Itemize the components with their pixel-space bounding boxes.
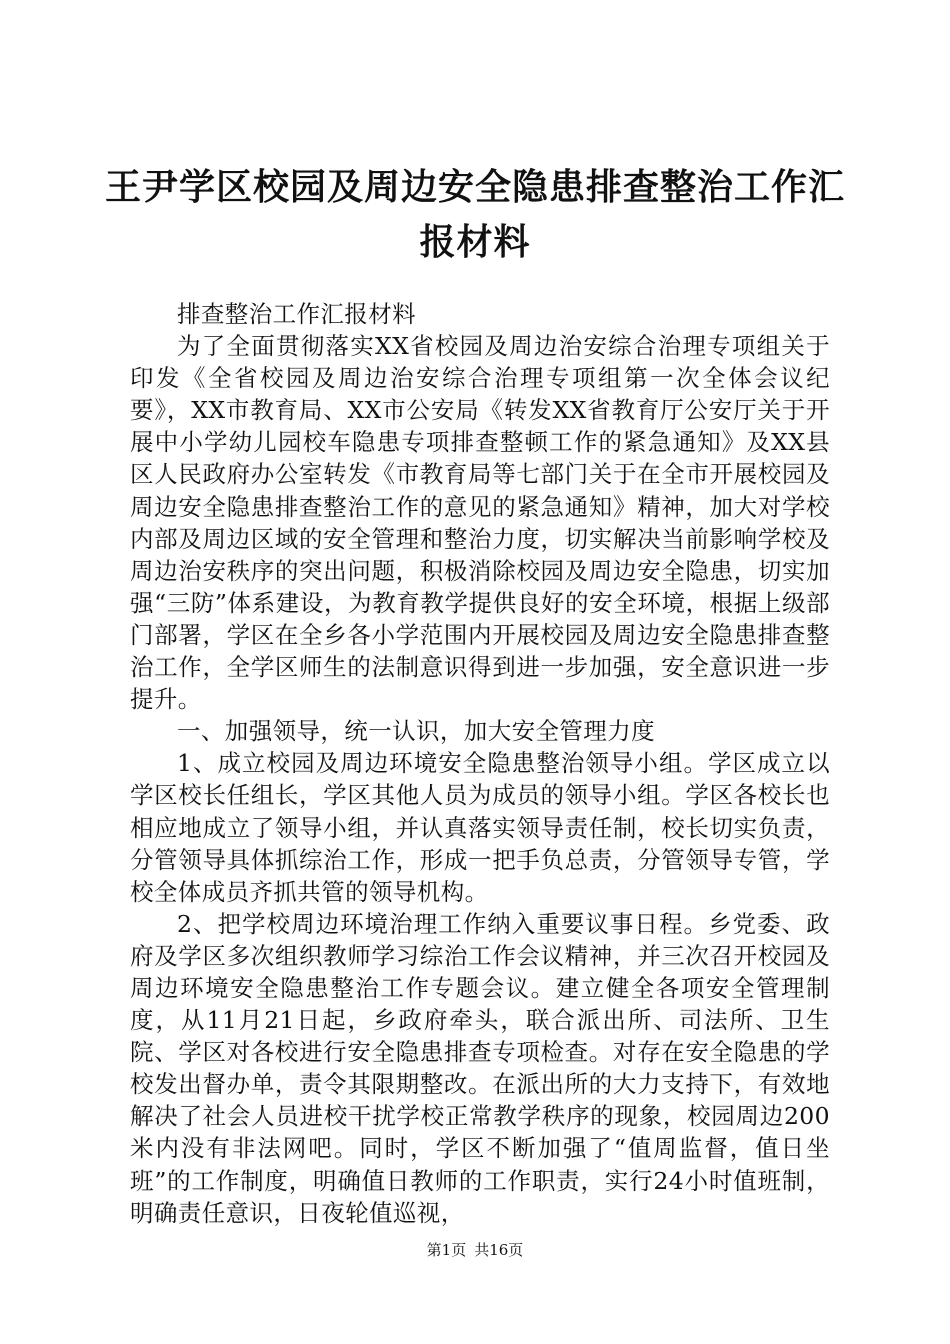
document-body: [130, 298, 830, 1229]
section-heading: 一、加强领导，统一认识，加大安全管理力度: [177, 717, 655, 746]
page-number: 第1页: [426, 1241, 467, 1259]
subtitle-paragraph: 排查整治工作汇报材料: [177, 300, 416, 328]
body-paragraph-2: 2、把学校周边环境治理工作纳入重要议事日程。乡党委、政府及学区多次组织教师学习综治工作会议精神，并三次召开校园及周边环境安全隐患整治工作专题会议。建立健全各项安全管理制度，从11月21日起，乡政府牵头，联合派出所、司法所、卫生院、学区对各校进行安全隐患排查专项检查。对存在安全隐患的学校发出督办单，责令其限期整改。在派出所的大力支持下，有效地解决了社会人员进校干扰学校正常教学秩序的现象，校园周边200米内没有非法网吧。同时，学区不断加强了“值周监督，值日坐班”的工作制度，明确值日教师的工作职责，实行24小时值班制，明确责任意识，日夜轮值巡视，: [130, 909, 830, 1227]
page-footer: [0, 1241, 950, 1259]
document-title-line-1: 王尹学区校园及周边安全隐患排查整治工作汇: [104, 167, 845, 208]
body-paragraph-1: 1、成立校园及周边环境安全隐患整治领导小组。学区成立以学区校长任组长，学区其他人员为成员的领导小组。学区各校长也相应地成立了领导小组，并认真落实领导责任制，校长切实负责，分管领导具体抓综治工作，形成一把手负总责，分管领导专管，学校全体成员齐抓共管的领导机构。: [130, 749, 830, 906]
intro-paragraph: 为了全面贯彻落实XX省校园及周边治安综合治理专项组关于印发《全省校园及周边治安综合治理专项组第一次全体会议纪要》，XX市教育局、XX市公安局《转发XX省教育厅公安厅关于开展中小学幼儿园校车隐患专项排查整顿工作的紧急通知》及XX县区人民政府办公室转发《市教育局等七部门关于在全市开展校园及周边安全隐患排查整治工作的意见的紧急通知》精神，加大对学校内部及周边区域的安全管理和整治力度，切实解决当前影响学校及周边治安秩序的突出问题，积极消除校园及周边安全隐患，切实加强“三防”体系建设，为教育教学提供良好的安全环境，根据上级部门部署，学区在全乡各小学范围内开展校园及周边安全隐患排查整治工作，全学区师生的法制意识得到进一步加强，安全意识进一步提升。: [130, 332, 830, 714]
page-total: 共16页: [474, 1241, 524, 1259]
document-title-line-2: 报材料: [419, 222, 531, 263]
